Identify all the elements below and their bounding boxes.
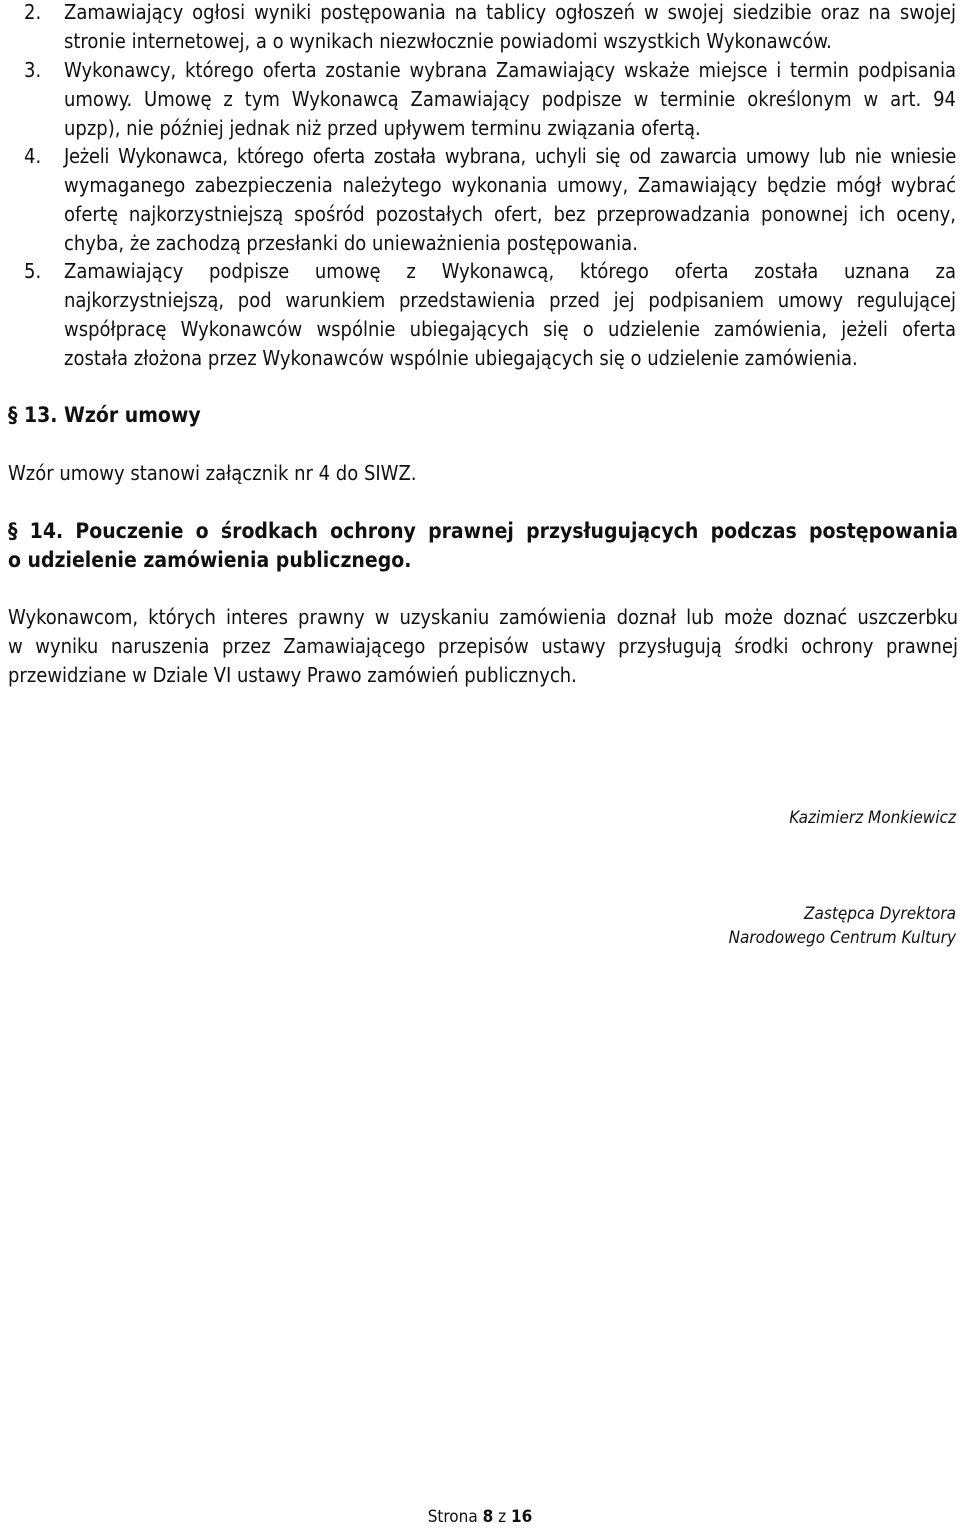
- list-text: [64, 56, 956, 143]
- list-number: 4.: [24, 144, 42, 168]
- section-14-text: [8, 603, 958, 690]
- text-line: przewidziane w Dziale VI ustawy Prawo zamówień publicznych.: [8, 663, 577, 687]
- text-line: została złożona przez Wykonawców wspólnie ubiegających się o udzielenie zamówienia.: [64, 346, 858, 370]
- text-line: umowy. Umowę z tym Wykonawcą Zamawiający podpisze w terminie określonym w art. 94: [64, 87, 956, 111]
- list-text: [64, 0, 956, 56]
- page-sep: z: [498, 1507, 507, 1527]
- section-13-text: Wzór umowy stanowi załącznik nr 4 do SIWZ.: [8, 461, 417, 485]
- list-text: [64, 142, 956, 258]
- text-line: w wyniku naruszenia przez Zamawiającego przepisów ustawy przysługują środki ochrony prawnej: [8, 634, 958, 658]
- list-text: [64, 257, 956, 373]
- list-item: [0, 142, 960, 258]
- text-line: upzp), nie później jednak niż przed upływem terminu związania ofertą.: [64, 116, 701, 140]
- heading-line: o udzielenie zamówienia publicznego.: [8, 548, 412, 572]
- section-14-heading: [8, 517, 958, 575]
- text-line: Zamawiający podpisze umowę z Wykonawcą, którego oferta została uznana za: [64, 259, 956, 283]
- signature-title: [729, 902, 956, 950]
- text-line: Wykonawcom, których interes prawny w uzyskaniu zamówienia doznał lub może doznać uszczerbku: [8, 605, 958, 629]
- text-line: Wykonawcy, którego oferta zostanie wybrana Zamawiający wskaże miejsce i termin podpisania: [64, 58, 956, 82]
- signature-title-line: Narodowego Centrum Kultury: [728, 928, 956, 948]
- heading-line: § 14. Pouczenie o środkach ochrony prawnej przysługujących podczas postępowania: [8, 519, 958, 543]
- signature-title-line: Zastępca Dyrektora: [804, 904, 956, 924]
- signature-name: Kazimierz Monkiewicz: [789, 808, 956, 828]
- list-item: [0, 56, 960, 143]
- list-number: 5.: [24, 259, 42, 283]
- list-number: 3.: [24, 58, 42, 82]
- page-label: Strona: [427, 1507, 478, 1527]
- text-line: Jeżeli Wykonawca, którego oferta została wybrana, uchyli się od zawarcia umowy lub nie wniesie: [64, 144, 956, 168]
- text-line: Zamawiający ogłosi wyniki postępowania na tablicy ogłoszeń w swojej siedzibie oraz na swojej: [64, 0, 956, 24]
- text-line: chyba, że zachodzą przesłanki do unieważnienia postępowania.: [64, 231, 638, 255]
- page-number: 8: [482, 1507, 494, 1527]
- page-total: 16: [511, 1507, 533, 1527]
- section-13-heading: § 13. Wzór umowy: [8, 403, 201, 427]
- list-item: [0, 0, 960, 56]
- page-footer: [0, 1507, 960, 1527]
- text-line: najkorzystniejszą, pod warunkiem przedstawienia przed jej podpisaniem umowy regulującej: [64, 288, 956, 312]
- list-item: [0, 257, 960, 373]
- text-line: stronie internetowej, a o wynikach niezwłocznie powiadomi wszystkich Wykonawców.: [64, 29, 832, 53]
- text-line: ofertę najkorzystniejszą spośród pozostałych ofert, bez przeprowadzania ponownej ich oceny,: [64, 202, 956, 226]
- text-line: wymaganego zabezpieczenia należytego wykonania umowy, Zamawiający będzie mógł wybrać: [64, 173, 956, 197]
- list-number: 2.: [24, 0, 42, 24]
- text-line: współpracę Wykonawców wspólnie ubiegających się o udzielenie zamówienia, jeżeli oferta: [64, 317, 956, 341]
